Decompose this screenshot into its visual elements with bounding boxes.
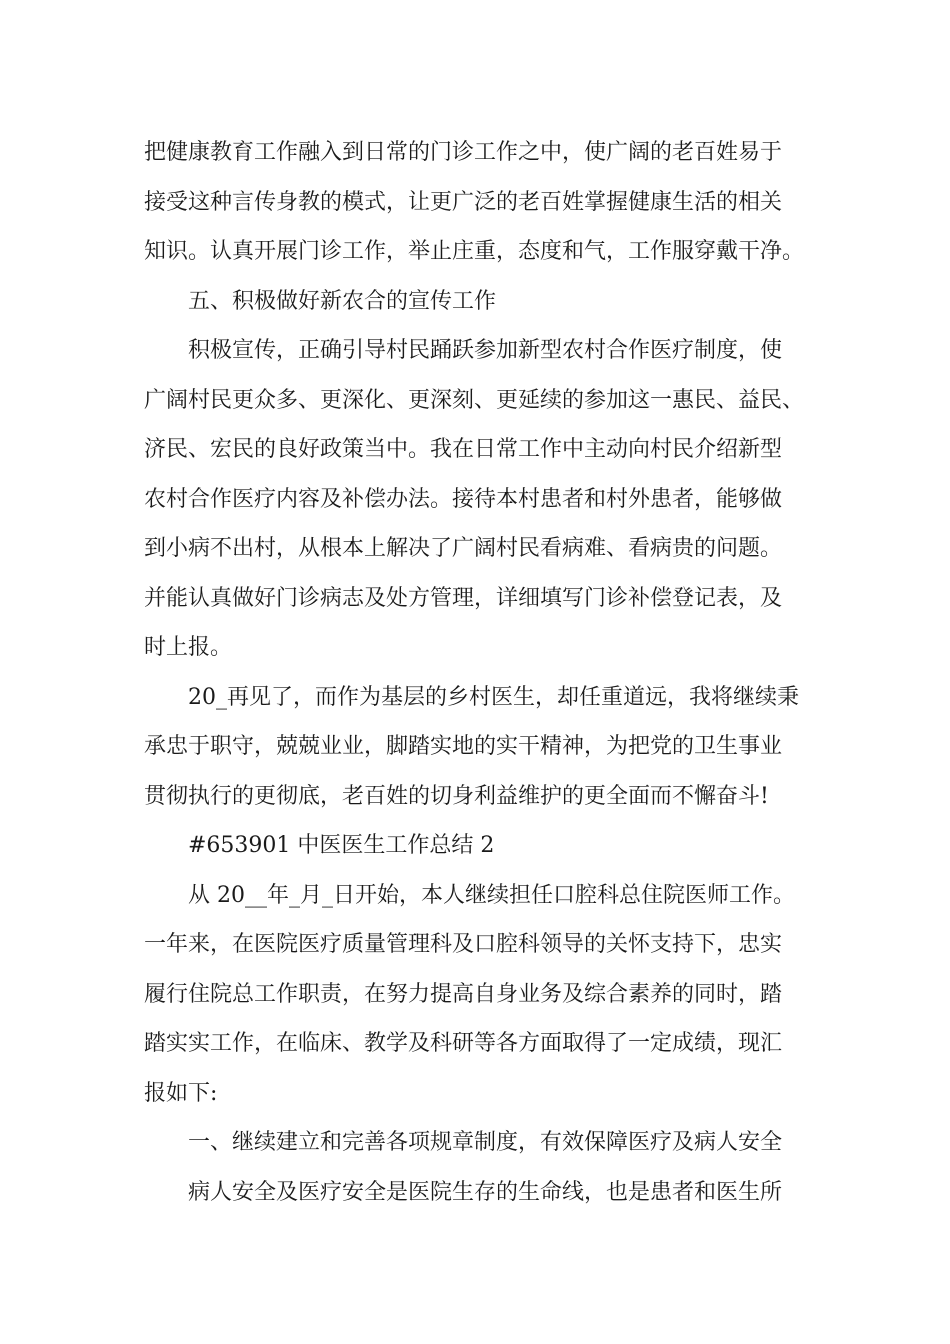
- text-line: 接受这种言传身教的模式，让更广泛的老百姓掌握健康生活的相关: [144, 189, 783, 215]
- text-line: 踏实实工作，在临床、教学及科研等各方面取得了一定成绩，现汇: [144, 1031, 783, 1056]
- text-line: 并能认真做好门诊病志及处方管理，详细填写门诊补偿登记表，及: [144, 585, 783, 611]
- text-line: 从 20__年_月_日开始，本人继续担任口腔科总住院医师工作。: [188, 882, 795, 908]
- text-line: 农村合作医疗内容及补偿办法。接待本村患者和村外患者，能够做: [144, 486, 783, 512]
- text-line: 一年来，在医院医疗质量管理科及口腔科领导的关怀支持下，忠实: [144, 932, 783, 957]
- text-line: 20_再见了，而作为基层的乡村医生，却任重道远，我将继续秉: [188, 684, 799, 710]
- text-line: 报如下:: [144, 1080, 218, 1106]
- text-line: 病人安全及医疗安全是医院生存的生命线，也是患者和医生所: [188, 1179, 783, 1205]
- text-line: 到小病不出村，从根本上解决了广阔村民看病难、看病贵的问题。: [144, 536, 783, 561]
- text-line: #653901 中医医生工作总结 2: [188, 833, 495, 858]
- text-line: 济民、宏民的良好政策当中。我在日常工作中主动向村民介绍新型: [144, 437, 783, 462]
- text-line: 广阔村民更众多、更深化、更深刻、更延续的参加这一惠民、益民、: [144, 387, 805, 413]
- text-line: 贯彻执行的更彻底，老百姓的切身利益维护的更全面而不懈奋斗!: [144, 783, 769, 809]
- text-line: 知识。认真开展门诊工作，举止庄重，态度和气，工作服穿戴干净。: [144, 239, 805, 264]
- document-body: [144, 128, 824, 1217]
- text-line: 履行住院总工作职责，在努力提高自身业务及综合素养的同时，踏: [144, 981, 783, 1007]
- text-line: 承忠于职守，兢兢业业，脚踏实地的实干精神，为把党的卫生事业: [144, 734, 783, 759]
- text-line: 积极宣传，正确引导村民踊跃参加新型农村合作医疗制度，使: [188, 338, 783, 363]
- text-line: 五、积极做好新农合的宣传工作: [188, 288, 497, 314]
- text-line: 一、继续建立和完善各项规章制度，有效保障医疗及病人安全: [188, 1130, 783, 1155]
- text-line: 把健康教育工作融入到日常的门诊工作之中，使广阔的老百姓易于: [144, 140, 783, 165]
- text-line: 时上报。: [144, 635, 233, 660]
